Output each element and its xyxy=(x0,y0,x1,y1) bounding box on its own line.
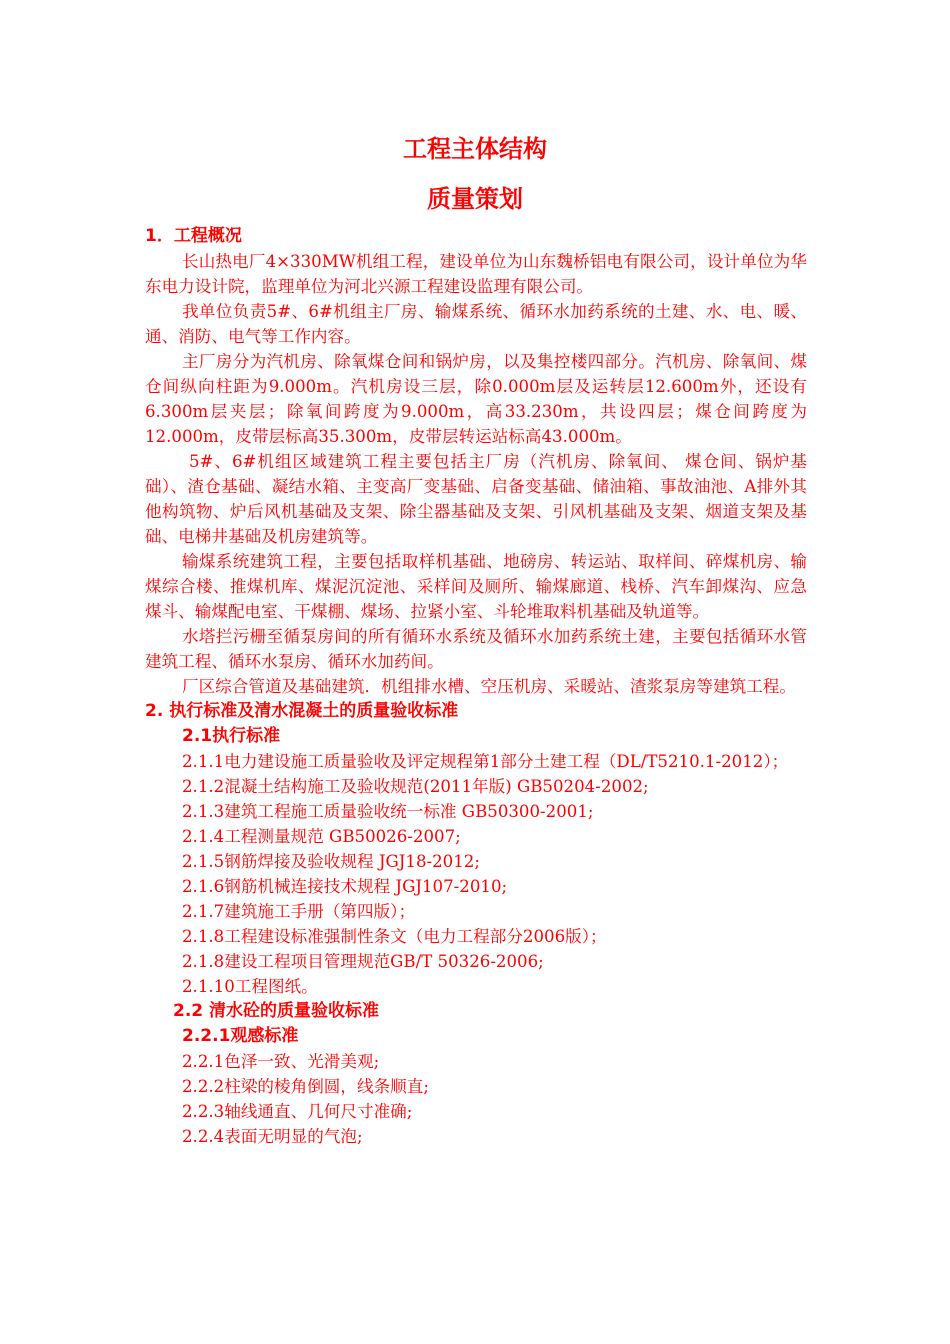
list-item: 2.1.7建筑施工手册（第四版）； xyxy=(182,902,416,921)
list-item: 2.1.5钢筋焊接及验收规程 JGJ18-2012; xyxy=(182,852,480,871)
paragraph: 厂区综合管道及基础建筑．机组排水槽、空压机房、采暖站、渣浆泵房等建筑工程。 xyxy=(182,677,796,696)
paragraph: 输煤系统建筑工程，主要包括取样机基础、地磅房、转运站、取样间、碎煤机房、输煤综合楼、推煤机库、煤泥沉淀池、采样间及厕所、输煤廊道、栈桥、汽车卸煤沟、应急煤斗、输煤配电室、干煤棚、煤场、拉紧小室、斗轮堆取料机基础及轨道等。 xyxy=(145,552,807,621)
paragraph: 5#、6#机组区域建筑工程主要包括主厂房（汽机房、除氧间、 煤仓间、锅炉基础）、渣仓基础、凝结水箱、主变高厂变基础、启备变基础、储油箱、事故油池、A排外其他构筑物、炉后风机基础及支架、除尘器基础及支架、引风机基础及支架、烟道支架及基础、电梯井基础及机房建筑等。 xyxy=(145,452,807,546)
section-heading-standards: 2. 执行标准及清水混凝土的质量验收标准 xyxy=(145,701,459,721)
document-title: 工程主体结构 xyxy=(403,135,547,163)
document-subtitle: 质量策划 xyxy=(427,185,523,213)
document-body xyxy=(145,224,807,1149)
list-item: 2.1.6钢筋机械连接技术规程 JGJ107-2010; xyxy=(182,877,508,896)
list-item: 2.2.4表面无明显的气泡; xyxy=(182,1127,363,1146)
list-item: 2.1.8建设工程项目管理规范GB/T 50326-2006; xyxy=(182,952,544,971)
list-item: 2.1.4工程测量规范 GB50026-2007; xyxy=(182,827,461,846)
list-item: 2.1.8工程建设标准强制性条文（电力工程部分2006版）； xyxy=(182,927,607,946)
list-item: 2.1.1电力建设施工质量验收及评定规程第1部分土建工程（DL/T5210.1-2012）； xyxy=(182,752,789,771)
subsubsection-heading-appearance: 2.2.1观感标准 xyxy=(182,1026,299,1046)
list-item: 2.2.2柱梁的棱角倒圆，线条顺直; xyxy=(182,1077,429,1096)
list-item: 2.2.1色泽一致、光滑美观; xyxy=(182,1052,380,1071)
subsection-heading-acceptance: 2.2 清水砼的质量验收标准 xyxy=(173,1001,380,1021)
paragraph: 主厂房分为汽机房、除氧煤仓间和锅炉房，以及集控楼四部分。汽机房、除氧间、煤仓间纵向柱距为9.000m。汽机房设三层，除0.000m层及运转层12.600m外，还设有6.300m层夹层；除氧间跨度为9.000m，高33.230m，共设四层；煤仓间跨度为12.000m，皮带层标高35.300m，皮带层转运站标高43.000m。 xyxy=(145,352,807,446)
list-item: 2.1.10工程图纸。 xyxy=(182,977,318,996)
paragraph: 长山热电厂4×330MW机组工程，建设单位为山东魏桥铝电有限公司，设计单位为华东电力设计院，监理单位为河北兴源工程建设监理有限公司。 xyxy=(145,252,807,296)
list-item: 2.2.3轴线通直、几何尺寸准确; xyxy=(182,1102,413,1121)
section-heading-overview: 1．工程概况 xyxy=(145,226,242,246)
list-item: 2.1.2混凝土结构施工及验收规范(2011年版) GB50204-2002; xyxy=(182,777,649,796)
paragraph: 我单位负责5#、6#机组主厂房、输煤系统、循环水加药系统的土建、水、电、暖、通、消防、电气等工作内容。 xyxy=(145,302,807,346)
subsection-heading-standards: 2.1执行标准 xyxy=(182,726,281,746)
list-item: 2.1.3建筑工程施工质量验收统一标准 GB50300-2001; xyxy=(182,802,594,821)
paragraph: 水塔拦污栅至循泵房间的所有循环水系统及循环水加药系统土建，主要包括循环水管建筑工程、循环水泵房、循环水加药间。 xyxy=(145,627,807,671)
